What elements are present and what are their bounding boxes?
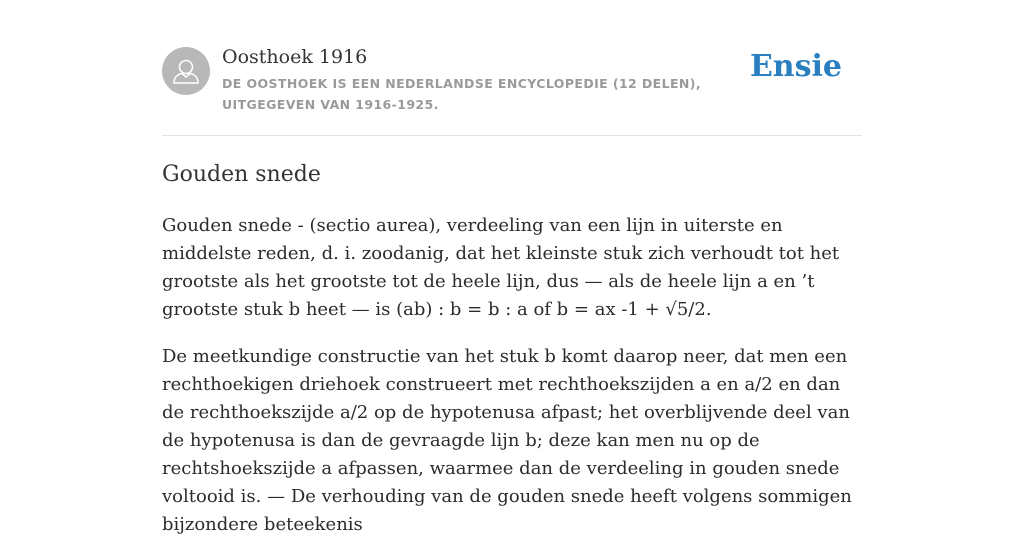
article-paragraph: De meetkundige constructie van het stuk b komt daarop neer, dat men een rechthoekigen driehoek construeert met rechthoekszijden a en a/2 en dan de rechthoekszijde a/2 op de hypotenusa afpast; het overblijvende deel van de hypotenusa is dan de gevraagde lijn b; deze kan men nu op de rechtshoekszijde a afpassen, waarmee dan de verdeeling in gouden snede voltooid is. — De verhouding van de gouden snede heeft volgens sommigen bijzondere beteekenis <box>162 346 852 535</box>
source-avatar[interactable] <box>162 47 210 95</box>
user-icon <box>162 47 210 95</box>
article-title: Gouden snede <box>162 162 321 187</box>
source-name[interactable]: Oosthoek 1916 <box>222 46 368 68</box>
ensie-logo[interactable]: Ensie <box>749 49 842 84</box>
source-header <box>162 0 862 136</box>
page <box>162 0 862 539</box>
article-paragraph: Gouden snede - (sectio aurea), verdeeling van een lijn in uiterste en middelste reden, d. i. zoodanig, dat het kleinste stuk zich verhoudt tot het grootste als het grootste tot de heele lijn, dus — als de heele lijn a en ’t grootste stuk b heet — is (ab) : b = b : a of b = ax -1 + √5/2. <box>162 215 840 320</box>
source-description: DE OOSTHOEK IS EEN NEDERLANDSE ENCYCLOPEDIE (12 DELEN), UITGEGEVEN VAN 1916-1925. <box>222 76 702 112</box>
